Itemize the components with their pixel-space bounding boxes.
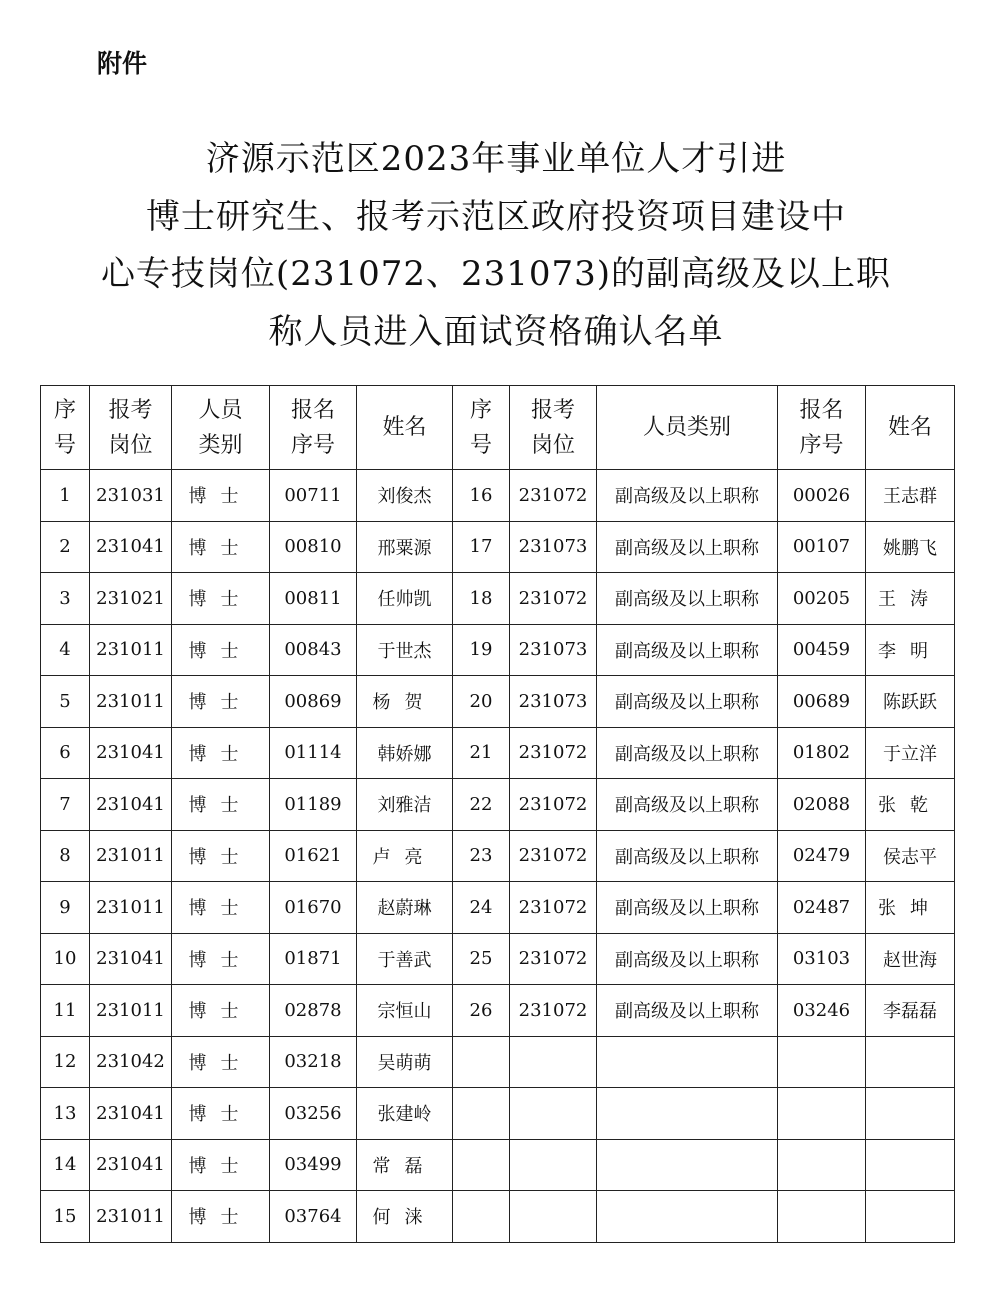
- table-row: [41, 1139, 955, 1191]
- cell-seq-2: 24: [453, 882, 510, 934]
- cell-post: 231011: [90, 1191, 172, 1243]
- cell-reg-no: 03218: [270, 1036, 357, 1088]
- cell-post: 231041: [90, 727, 172, 779]
- cell-category: 博士: [172, 727, 270, 779]
- cell-name-2: [866, 1139, 955, 1191]
- cell-name-2: 王志群: [866, 470, 955, 522]
- cell-name: 张建岭: [357, 1088, 453, 1140]
- cell-reg-no-2: 03103: [778, 933, 866, 985]
- cell-post-2: 231073: [510, 624, 597, 676]
- cell-category-2: 副高级及以上职称: [597, 985, 778, 1037]
- cell-category: 博士: [172, 985, 270, 1037]
- cell-post-2: 231072: [510, 985, 597, 1037]
- cell-post-2: [510, 1036, 597, 1088]
- cell-reg-no: 00843: [270, 624, 357, 676]
- header-category: 人员 类别: [172, 386, 270, 470]
- cell-seq-2: 16: [453, 470, 510, 522]
- cell-reg-no-2: 00205: [778, 573, 866, 625]
- header-name: 姓名: [357, 386, 453, 470]
- table-row: [41, 624, 955, 676]
- table-row: [41, 1036, 955, 1088]
- cell-category: 博士: [172, 624, 270, 676]
- cell-seq: 7: [41, 779, 90, 831]
- cell-reg-no-2: 02088: [778, 779, 866, 831]
- cell-name-2: 李明: [866, 624, 955, 676]
- cell-name-2: 李磊磊: [866, 985, 955, 1037]
- cell-seq: 2: [41, 521, 90, 573]
- cell-seq-2: 20: [453, 676, 510, 728]
- cell-seq-2: 26: [453, 985, 510, 1037]
- cell-category: 博士: [172, 779, 270, 831]
- cell-name-2: [866, 1036, 955, 1088]
- cell-category-2: 副高级及以上职称: [597, 624, 778, 676]
- cell-post: 231041: [90, 1139, 172, 1191]
- cell-name: 赵蔚琳: [357, 882, 453, 934]
- cell-name-2: 于立洋: [866, 727, 955, 779]
- cell-category-2: 副高级及以上职称: [597, 676, 778, 728]
- header-reg-no-2: 报名 序号: [778, 386, 866, 470]
- cell-reg-no-2: [778, 1139, 866, 1191]
- cell-post-2: [510, 1139, 597, 1191]
- cell-reg-no-2: 00459: [778, 624, 866, 676]
- cell-name: 刘俊杰: [357, 470, 453, 522]
- cell-reg-no: 03499: [270, 1139, 357, 1191]
- cell-reg-no: 00869: [270, 676, 357, 728]
- cell-seq-2: 23: [453, 830, 510, 882]
- cell-reg-no-2: [778, 1191, 866, 1243]
- cell-name-2: 姚鹏飞: [866, 521, 955, 573]
- cell-post: 231041: [90, 521, 172, 573]
- cell-category-2: [597, 1191, 778, 1243]
- cell-reg-no-2: 01802: [778, 727, 866, 779]
- cell-post: 231042: [90, 1036, 172, 1088]
- attachment-label: 附件: [97, 49, 148, 78]
- cell-name-2: 赵世海: [866, 933, 955, 985]
- cell-reg-no: 03764: [270, 1191, 357, 1243]
- cell-seq: 3: [41, 573, 90, 625]
- cell-seq-2: [453, 1036, 510, 1088]
- cell-category-2: [597, 1036, 778, 1088]
- cell-category: 博士: [172, 1088, 270, 1140]
- table-row: [41, 1088, 955, 1140]
- cell-category-2: 副高级及以上职称: [597, 573, 778, 625]
- header-seq-2: 序 号: [453, 386, 510, 470]
- cell-name: 于世杰: [357, 624, 453, 676]
- cell-reg-no: 01670: [270, 882, 357, 934]
- cell-name: 刘雅洁: [357, 779, 453, 831]
- cell-reg-no: 01189: [270, 779, 357, 831]
- table-row: [41, 573, 955, 625]
- table-row: [41, 985, 955, 1037]
- cell-reg-no: 00811: [270, 573, 357, 625]
- table-row: [41, 830, 955, 882]
- cell-post-2: 231072: [510, 727, 597, 779]
- header-name-2: 姓名: [866, 386, 955, 470]
- cell-post: 231011: [90, 882, 172, 934]
- cell-seq: 13: [41, 1088, 90, 1140]
- cell-seq-2: 19: [453, 624, 510, 676]
- cell-post-2: 231072: [510, 882, 597, 934]
- cell-reg-no: 00810: [270, 521, 357, 573]
- cell-reg-no-2: 03246: [778, 985, 866, 1037]
- cell-post-2: 231072: [510, 933, 597, 985]
- table-row: [41, 727, 955, 779]
- cell-reg-no-2: 00026: [778, 470, 866, 522]
- cell-seq-2: 18: [453, 573, 510, 625]
- title-line: 心专技岗位(231072、231073)的副高级及以上职: [100, 254, 892, 294]
- cell-post: 231011: [90, 985, 172, 1037]
- cell-name-2: 陈跃跃: [866, 676, 955, 728]
- cell-post-2: 231072: [510, 470, 597, 522]
- cell-seq: 6: [41, 727, 90, 779]
- document-title: [40, 131, 952, 361]
- cell-seq-2: 22: [453, 779, 510, 831]
- cell-category: 博士: [172, 521, 270, 573]
- cell-seq: 9: [41, 882, 90, 934]
- table-row: [41, 470, 955, 522]
- cell-category-2: 副高级及以上职称: [597, 521, 778, 573]
- cell-category: 博士: [172, 882, 270, 934]
- cell-category-2: [597, 1139, 778, 1191]
- cell-seq-2: [453, 1139, 510, 1191]
- cell-category-2: 副高级及以上职称: [597, 727, 778, 779]
- cell-name-2: 王涛: [866, 573, 955, 625]
- cell-name-2: 张乾: [866, 779, 955, 831]
- cell-seq: 4: [41, 624, 90, 676]
- cell-category: 博士: [172, 1191, 270, 1243]
- cell-reg-no: 00711: [270, 470, 357, 522]
- title-line: 称人员进入面试资格确认名单: [268, 311, 724, 352]
- cell-post: 231021: [90, 573, 172, 625]
- cell-post-2: 231072: [510, 573, 597, 625]
- cell-reg-no: 03256: [270, 1088, 357, 1140]
- cell-category-2: 副高级及以上职称: [597, 933, 778, 985]
- title-line: 博士研究生、报考示范区政府投资项目建设中: [146, 196, 846, 237]
- cell-seq-2: [453, 1191, 510, 1243]
- cell-name: 邢粟源: [357, 521, 453, 573]
- table-row: [41, 933, 955, 985]
- cell-seq: 5: [41, 676, 90, 728]
- table-row: [41, 1191, 955, 1243]
- cell-seq: 10: [41, 933, 90, 985]
- cell-name: 于善武: [357, 933, 453, 985]
- cell-name-2: 侯志平: [866, 830, 955, 882]
- cell-post: 231041: [90, 933, 172, 985]
- cell-category: 博士: [172, 676, 270, 728]
- header-post-2: 报考 岗位: [510, 386, 597, 470]
- cell-reg-no-2: 00689: [778, 676, 866, 728]
- cell-category: 博士: [172, 933, 270, 985]
- cell-post: 231011: [90, 624, 172, 676]
- cell-name: 韩娇娜: [357, 727, 453, 779]
- cell-category-2: 副高级及以上职称: [597, 779, 778, 831]
- cell-post: 231031: [90, 470, 172, 522]
- cell-category-2: 副高级及以上职称: [597, 830, 778, 882]
- cell-reg-no-2: 02487: [778, 882, 866, 934]
- cell-post: 231041: [90, 1088, 172, 1140]
- cell-name: 宗恒山: [357, 985, 453, 1037]
- cell-category: 博士: [172, 1139, 270, 1191]
- candidate-table: [40, 385, 955, 1243]
- cell-reg-no: 01114: [270, 727, 357, 779]
- cell-seq: 12: [41, 1036, 90, 1088]
- cell-name: 杨贺: [357, 676, 453, 728]
- header-seq: 序 号: [41, 386, 90, 470]
- cell-seq-2: 25: [453, 933, 510, 985]
- cell-post-2: 231073: [510, 676, 597, 728]
- cell-name: 常磊: [357, 1139, 453, 1191]
- cell-category-2: 副高级及以上职称: [597, 882, 778, 934]
- cell-reg-no-2: [778, 1088, 866, 1140]
- cell-post: 231011: [90, 676, 172, 728]
- cell-name: 卢亮: [357, 830, 453, 882]
- cell-category: 博士: [172, 1036, 270, 1088]
- cell-post-2: 231072: [510, 779, 597, 831]
- cell-name: 吴萌萌: [357, 1036, 453, 1088]
- header-reg-no: 报名 序号: [270, 386, 357, 470]
- cell-seq: 14: [41, 1139, 90, 1191]
- cell-post: 231011: [90, 830, 172, 882]
- cell-name: 任帅凯: [357, 573, 453, 625]
- cell-seq: 1: [41, 470, 90, 522]
- cell-seq-2: 21: [453, 727, 510, 779]
- cell-seq-2: [453, 1088, 510, 1140]
- cell-category: 博士: [172, 830, 270, 882]
- table-row: [41, 676, 955, 728]
- title-line: 济源示范区2023年事业单位人才引进: [205, 139, 787, 179]
- table-row: [41, 779, 955, 831]
- cell-name: 何涞: [357, 1191, 453, 1243]
- cell-seq: 15: [41, 1191, 90, 1243]
- cell-post-2: 231072: [510, 830, 597, 882]
- header-post: 报考 岗位: [90, 386, 172, 470]
- table-row: [41, 521, 955, 573]
- table-header-row: [41, 386, 955, 470]
- cell-category: 博士: [172, 470, 270, 522]
- cell-name-2: [866, 1088, 955, 1140]
- cell-name-2: [866, 1191, 955, 1243]
- table-row: [41, 882, 955, 934]
- cell-reg-no: 01871: [270, 933, 357, 985]
- cell-post-2: [510, 1191, 597, 1243]
- cell-category-2: [597, 1088, 778, 1140]
- cell-post-2: 231073: [510, 521, 597, 573]
- cell-name-2: 张坤: [866, 882, 955, 934]
- cell-seq: 8: [41, 830, 90, 882]
- cell-post: 231041: [90, 779, 172, 831]
- cell-reg-no: 02878: [270, 985, 357, 1037]
- cell-reg-no-2: [778, 1036, 866, 1088]
- header-category-2: 人员类别: [597, 386, 778, 470]
- cell-reg-no: 01621: [270, 830, 357, 882]
- cell-category: 博士: [172, 573, 270, 625]
- cell-reg-no-2: 00107: [778, 521, 866, 573]
- cell-seq-2: 17: [453, 521, 510, 573]
- cell-seq: 11: [41, 985, 90, 1037]
- cell-post-2: [510, 1088, 597, 1140]
- cell-reg-no-2: 02479: [778, 830, 866, 882]
- cell-category-2: 副高级及以上职称: [597, 470, 778, 522]
